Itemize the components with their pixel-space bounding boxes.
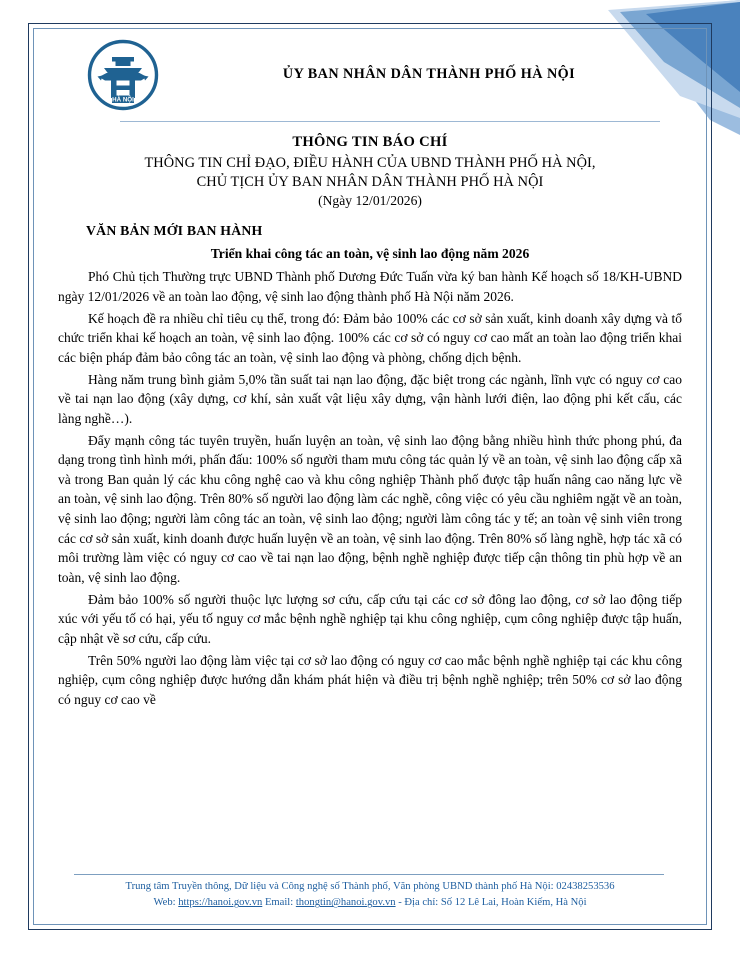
footer-web-label: Web: xyxy=(153,897,176,909)
page-footer xyxy=(42,879,698,912)
masthead-divider xyxy=(120,121,660,122)
emblem-caption: HÀ NỘI xyxy=(112,96,134,104)
footer-website-link[interactable]: https://hanoi.gov.vn xyxy=(178,897,263,909)
footer-contact-line xyxy=(42,895,698,911)
publication-date: (Ngày 12/01/2026) xyxy=(318,193,422,209)
organization-title: ỦY BAN NHÂN DÂN THÀNH PHỐ HÀ NỘI xyxy=(282,66,576,82)
heading-subtitle-line-1: THÔNG TIN CHỈ ĐẠO, ĐIỀU HÀNH CỦA UBND THÀNH PHỐ HÀ NỘI, xyxy=(144,155,596,171)
body-paragraph: Trên 50% người lao động làm việc tại cơ sở lao động có nguy cơ cao mắc bệnh nghề nghiệp tại các khu công nghiệp, cụm công nghiệp được hướng dẫn khám phát hiện và điều trị bệnh nghề nghiệp; trên 50% cơ sở lao động có nguy cơ cao về xyxy=(58,652,682,707)
section-subtitle: Triển khai công tác an toàn, vệ sinh lao động năm 2026 xyxy=(210,246,530,262)
document-body xyxy=(42,223,698,709)
footer-email-link[interactable]: thongtin@hanoi.gov.vn xyxy=(295,897,396,909)
footer-email-label: Email: xyxy=(264,897,294,909)
body-paragraph: Phó Chủ tịch Thường trực UBND Thành phố Dương Đức Tuấn vừa ký ban hành Kế hoạch số 18/KH-UBND ngày 12/01/2026 về an toàn lao động, vệ sinh lao động thành phố Hà Nội năm 2026. xyxy=(58,269,682,305)
page-content xyxy=(42,36,698,917)
section-title: VĂN BẢN MỚI BAN HÀNH xyxy=(86,223,263,239)
body-paragraph: Kế hoạch đề ra nhiều chỉ tiêu cụ thể, trong đó: Đảm bảo 100% các cơ sở sản xuất, kinh doanh xây dựng và tổ chức triển khai kế hoạch an toàn, vệ sinh lao động. 100% các cơ sở có nguy cơ cao mất an toàn lao động triển khai các biện pháp đảm bảo công tác an toàn, vệ sinh lao động và phòng, chống dịch bệnh. xyxy=(58,310,682,365)
heading-press-info: THÔNG TIN BÁO CHÍ xyxy=(292,134,448,150)
body-paragraph: Đẩy mạnh công tác tuyên truyền, huấn luyện an toàn, vệ sinh lao động bằng nhiều hình thức phong phú, đa dạng trong tình hình mới, phấn đấu: 100% số người tham mưu công tác quản lý về an toàn, vệ sinh lao động cấp xã và trong Ban quản lý các khu công nghệ cao và khu công nghiệp Thành phố được tập huấn nâng cao năng lực về an toàn, vệ sinh lao động. Trên 80% số người lao động làm các nghề, công việc có yêu cầu nghiêm ngặt về an toàn, vệ sinh lao động; người làm công tác an toàn, vệ sinh lao động; người làm công tác y tế; an toàn vệ sinh viên trong các cơ sở sản xuất, kinh doanh được huấn luyện về an toàn, vệ sinh lao động. Trên 80% số làng nghề, hợp tác xã có môi trường làm việc có nguy cơ cao về tai nạn lao động, bệnh nghề nghiệp được tiếp cận thông tin phù hợp về an toàn, vệ sinh lao động. xyxy=(58,432,682,586)
footer-address: - Địa chỉ: Số 12 Lê Lai, Hoàn Kiếm, Hà Nội xyxy=(398,897,587,909)
footer-organization-line: Trung tâm Truyền thông, Dữ liệu và Công nghệ số Thành phố, Văn phòng UBND thành phố Hà Nội: 02438253536 xyxy=(125,881,615,892)
body-paragraph: Đảm bảo 100% số người thuộc lực lượng sơ cứu, cấp cứu tại các cơ sở đông lao động, cơ sở lao động tiếp xúc với yếu tố có hại, yếu tố nguy cơ mắc bệnh nghề nghiệp tại khu công nghiệp, cụm công nghiệp được tập huấn, cập nhật về sơ cứu, cấp cứu. xyxy=(58,591,682,646)
masthead xyxy=(42,36,698,122)
hanoi-emblem-icon xyxy=(86,38,160,112)
footer-divider xyxy=(74,874,664,875)
document-heading-block xyxy=(42,134,698,209)
heading-subtitle-line-2: CHỦ TỊCH ỦY BAN NHÂN DÂN THÀNH PHỐ HÀ NỘI xyxy=(196,173,544,190)
body-paragraph: Hàng năm trung bình giảm 5,0% tần suất tai nạn lao động, đặc biệt trong các ngành, lĩnh vực có nguy cơ cao về tai nạn lao động (xây dựng, cơ khí, sản xuất vật liệu xây dựng, vận hành lưới điện, lao động phi kết cấu, các làng nghề…). xyxy=(58,371,682,426)
